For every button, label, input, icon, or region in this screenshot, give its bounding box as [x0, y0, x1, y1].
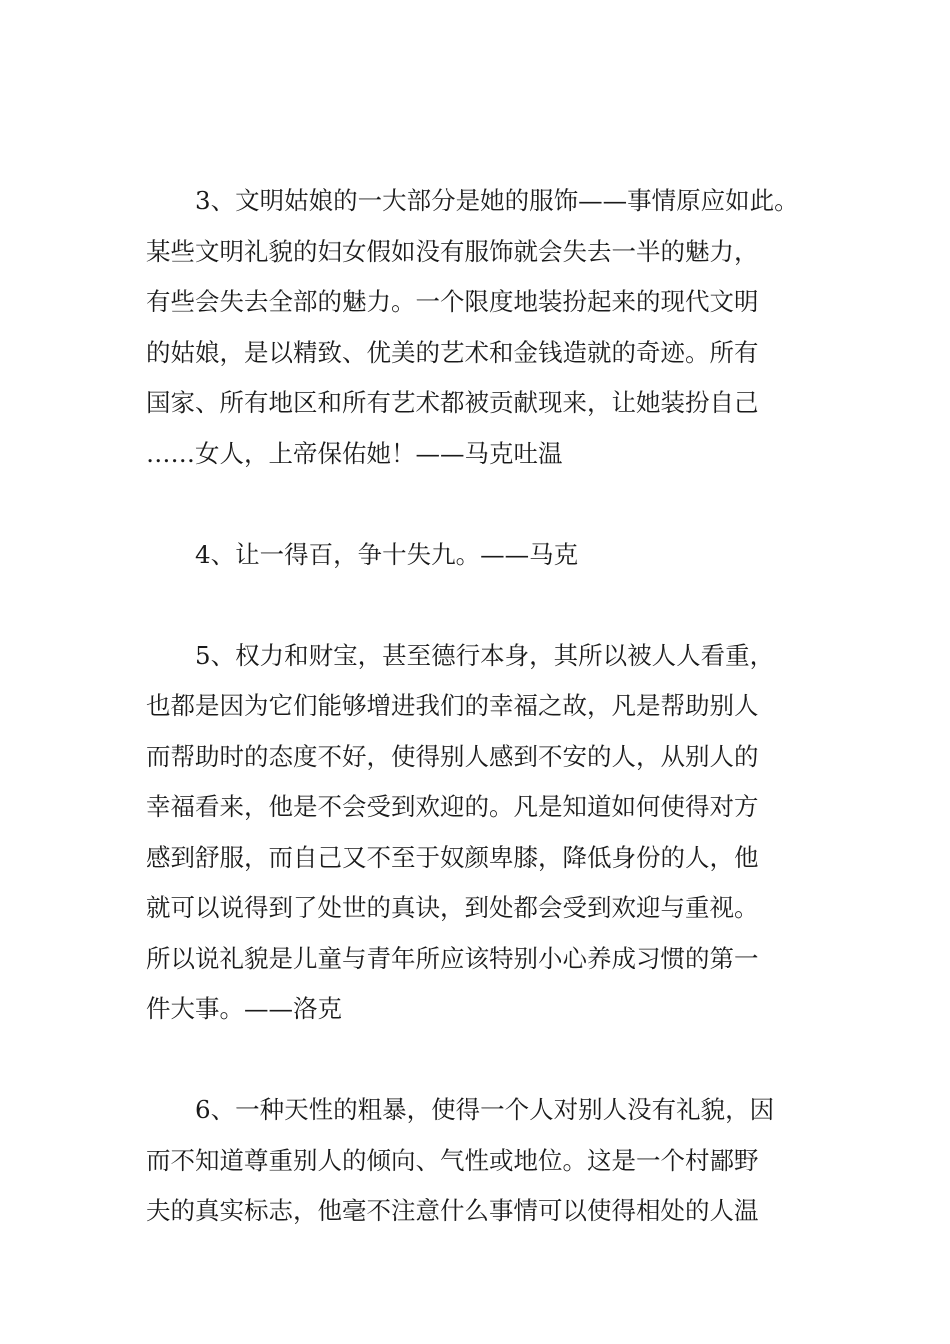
text-line: 4、让一得百，争十失九。——马克 [195, 539, 579, 569]
paragraph-quote-3 [146, 176, 816, 479]
text-line: 也都是因为它们能够增进我们的幸福之故，凡是帮助别人 [146, 691, 759, 720]
text-line: 5、权力和财宝，甚至德行本身，其所以被人人看重， [195, 640, 775, 670]
text-line: 而帮助时的态度不好，使得别人感到不安的人，从别人的 [146, 741, 759, 771]
text-line: 某些文明礼貌的妇女假如没有服饰就会失去一半的魅力， [146, 236, 759, 266]
text-line: ……女人，上帝保佑她！——马克吐温 [146, 438, 563, 468]
text-line: 所以说礼貌是儿童与青年所应该特别小心养成习惯的第一 [146, 943, 759, 973]
text-line: 件大事。——洛克 [146, 994, 342, 1023]
text-line: 的姑娘，是以精致、优美的艺术和金钱造就的奇迹。所有 [146, 337, 759, 367]
text-line: 有些会失去全部的魅力。一个限度地装扮起来的现代文明 [146, 287, 759, 316]
paragraph-quote-4 [146, 530, 816, 581]
text-line: 国家、所有地区和所有艺术都被贡献现来，让她装扮自己 [146, 388, 759, 417]
text-line: 感到舒服，而自己又不至于奴颜卑膝，降低身份的人，他 [146, 842, 759, 872]
text-line: 幸福看来，他是不会受到欢迎的。凡是知道如何使得对方 [146, 792, 759, 821]
text-line: 6、一种天性的粗暴，使得一个人对别人没有礼貌，因 [195, 1095, 775, 1124]
document-body [146, 176, 816, 1287]
text-line: 夫的真实标志，他毫不注意什么事情可以使得相处的人温 [146, 1196, 759, 1225]
text-line: 而不知道尊重别人的倾向、气性或地位。这是一个村鄙野 [146, 1145, 759, 1175]
paragraph-quote-6 [146, 1085, 816, 1237]
paragraph-quote-5 [146, 631, 816, 1035]
text-line: 就可以说得到了处世的真诀，到处都会受到欢迎与重视。 [146, 893, 759, 922]
text-line: 3、文明姑娘的一大部分是她的服饰——事情原应如此。 [195, 186, 799, 215]
